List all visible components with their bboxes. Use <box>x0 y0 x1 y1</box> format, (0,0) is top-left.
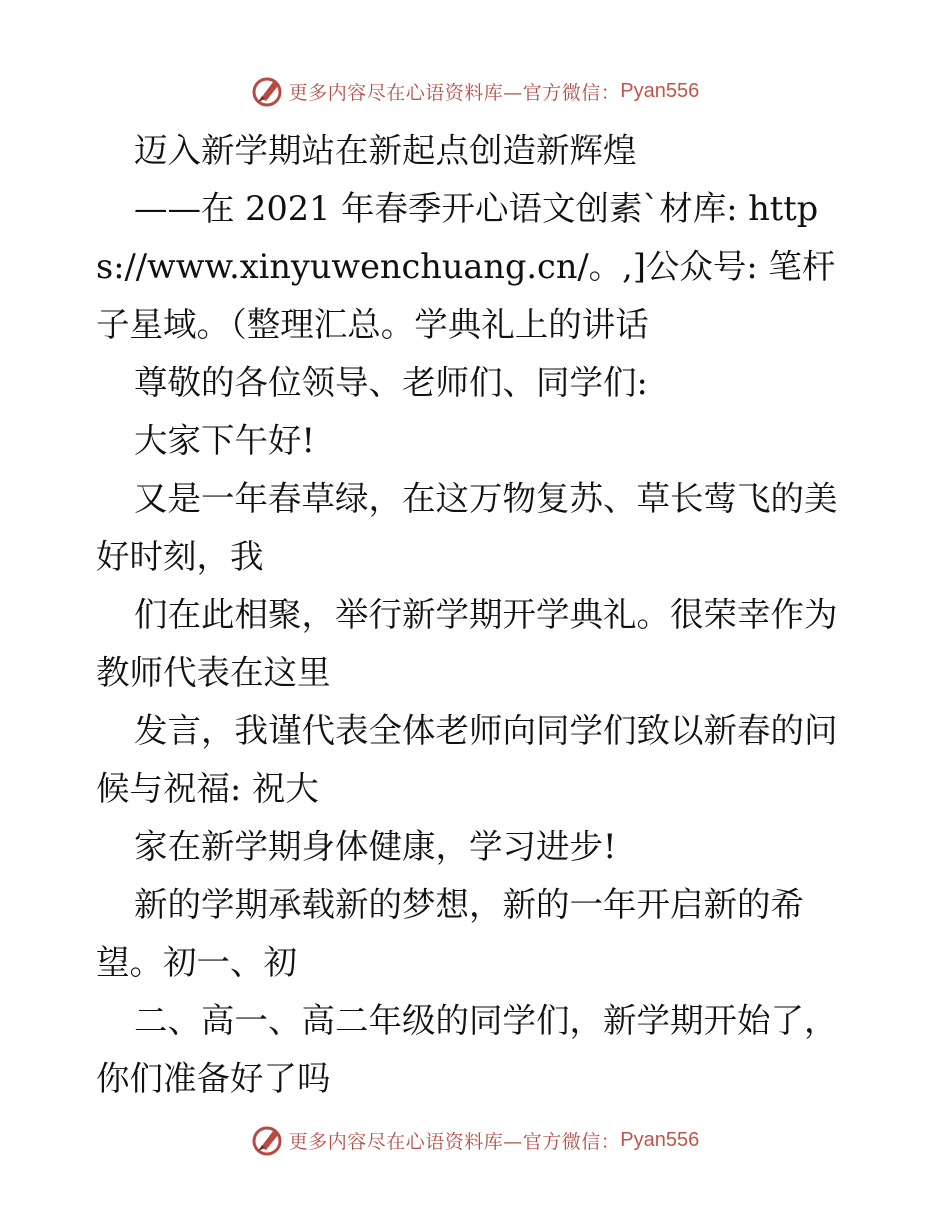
document-title: 迈入新学期站在新起点创造新辉煌 <box>134 131 637 170</box>
document-subtitle: ——在 2021 年春季开心语文创素`材库: https://www.xinyuwenchuang.cn/。,]公众号: 笔杆子星域。（整理汇总。学典礼上的讲话 <box>96 189 836 344</box>
paragraph: 们在此相聚，举行新学期开学典礼。很荣幸作为教师代表在这里 <box>96 595 838 692</box>
footer-banner <box>0 1120 950 1160</box>
paragraph: 又是一年春草绿，在这万物复苏、草长莺飞的美好时刻，我 <box>96 479 838 576</box>
header-banner-wechat-id: Pyan556 <box>620 79 700 102</box>
paragraph: 二、高一、高二年级的同学们，新学期开始了，你们准备好了吗 <box>96 1001 838 1098</box>
paragraph: 发言，我谨代表全体老师向同学们致以新春的问候与祝福: 祝大 <box>96 711 838 808</box>
pen-nib-logo-icon <box>251 74 285 108</box>
salutation: 尊敬的各位领导、老师们、同学们: <box>134 363 648 402</box>
document-body <box>96 122 858 1108</box>
paragraph: 家在新学期身体健康，学习进步! <box>134 827 617 866</box>
footer-banner-text: 更多内容尽在心语资料库—官方微信： <box>288 1130 621 1153</box>
paragraph: 新的学期承载新的梦想，新的一年开启新的希望。初一、初 <box>96 885 804 982</box>
header-banner <box>0 71 950 111</box>
greeting: 大家下午好! <box>134 421 315 460</box>
header-banner-text: 更多内容尽在心语资料库—官方微信： <box>288 81 621 104</box>
pen-nib-logo-icon <box>251 1123 285 1157</box>
footer-banner-wechat-id: Pyan556 <box>620 1128 700 1151</box>
